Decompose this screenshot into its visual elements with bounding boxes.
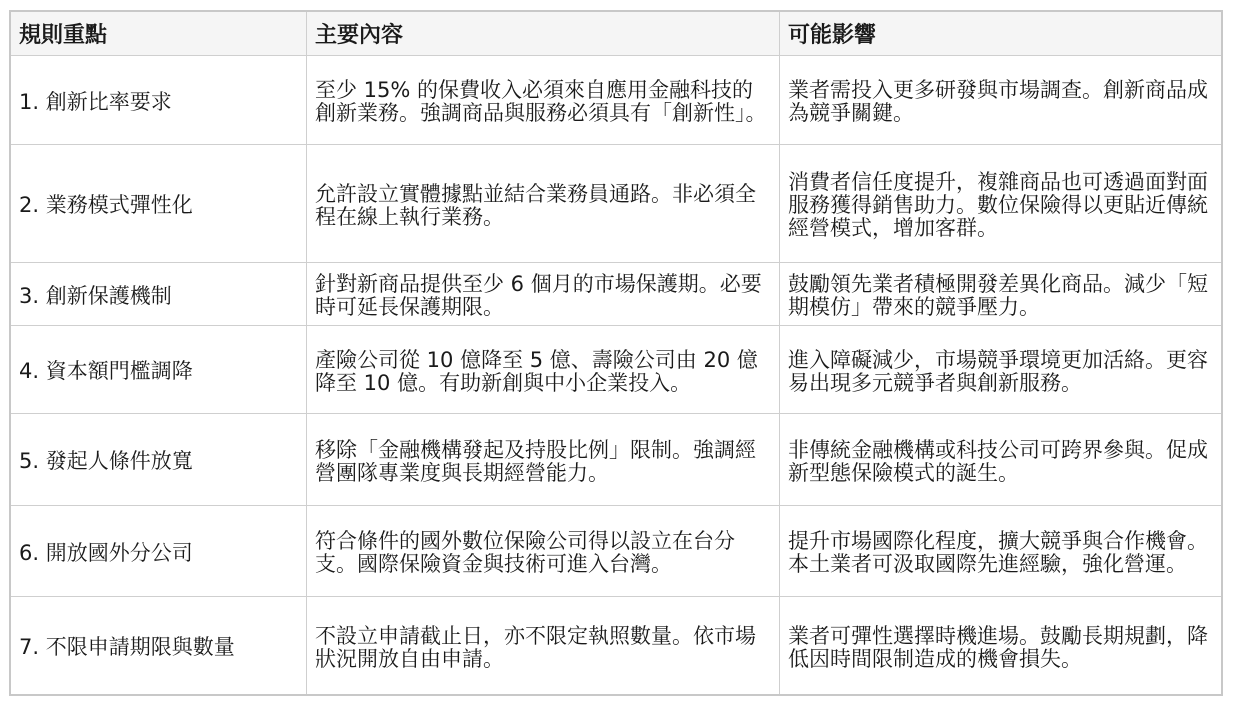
- table-grid: [11, 12, 1221, 694]
- content-cell: 針對新商品提供至少 6 個月的市場保護期。必要時可延長保護期限。: [307, 263, 780, 326]
- rule-cell: 7. 不限申請期限與數量: [11, 597, 307, 694]
- header-possible-impact: 可能影響: [780, 12, 1221, 56]
- content-cell: 允許設立實體據點並結合業務員通路。非必須全程在線上執行業務。: [307, 145, 780, 263]
- header-main-content: 主要內容: [307, 12, 780, 56]
- rule-cell: 1. 創新比率要求: [11, 56, 307, 145]
- content-cell: 符合條件的國外數位保險公司得以設立在台分支。國際保險資金與技術可進入台灣。: [307, 506, 780, 597]
- impact-cell: 提升市場國際化程度，擴大競爭與合作機會。本土業者可汲取國際先進經驗，強化營運。: [780, 506, 1221, 597]
- impact-cell: 業者需投入更多研發與市場調查。創新商品成為競爭關鍵。: [780, 56, 1221, 145]
- impact-cell: 消費者信任度提升，複雜商品也可透過面對面服務獲得銷售助力。數位保險得以更貼近傳統經營模式，增加客群。: [780, 145, 1221, 263]
- rule-cell: 5. 發起人條件放寬: [11, 414, 307, 506]
- content-cell: 不設立申請截止日，亦不限定執照數量。依市場狀況開放自由申請。: [307, 597, 780, 694]
- rule-cell: 3. 創新保護機制: [11, 263, 307, 326]
- regulation-table: [9, 10, 1223, 696]
- rule-cell: 6. 開放國外分公司: [11, 506, 307, 597]
- rule-cell: 4. 資本額門檻調降: [11, 326, 307, 414]
- header-rule-point: 規則重點: [11, 12, 307, 56]
- content-cell: 移除「金融機構發起及持股比例」限制。強調經營團隊專業度與長期經營能力。: [307, 414, 780, 506]
- impact-cell: 鼓勵領先業者積極開發差異化商品。減少「短期模仿」帶來的競爭壓力。: [780, 263, 1221, 326]
- impact-cell: 業者可彈性選擇時機進場。鼓勵長期規劃，降低因時間限制造成的機會損失。: [788, 623, 1208, 671]
- content-cell: 產險公司從 10 億降至 5 億、壽險公司由 20 億降至 10 億。有助新創與中小企業投入。: [307, 326, 780, 414]
- impact-cell: 非傳統金融機構或科技公司可跨界參與。促成新型態保險模式的誕生。: [780, 414, 1221, 506]
- content-cell: 至少 15% 的保費收入必須來自應用金融科技的創新業務。強調商品與服務必須具有「創新性」。: [307, 56, 780, 145]
- rule-cell: 2. 業務模式彈性化: [11, 145, 307, 263]
- impact-cell: 進入障礙減少，市場競爭環境更加活絡。更容易出現多元競爭者與創新服務。: [780, 326, 1221, 414]
